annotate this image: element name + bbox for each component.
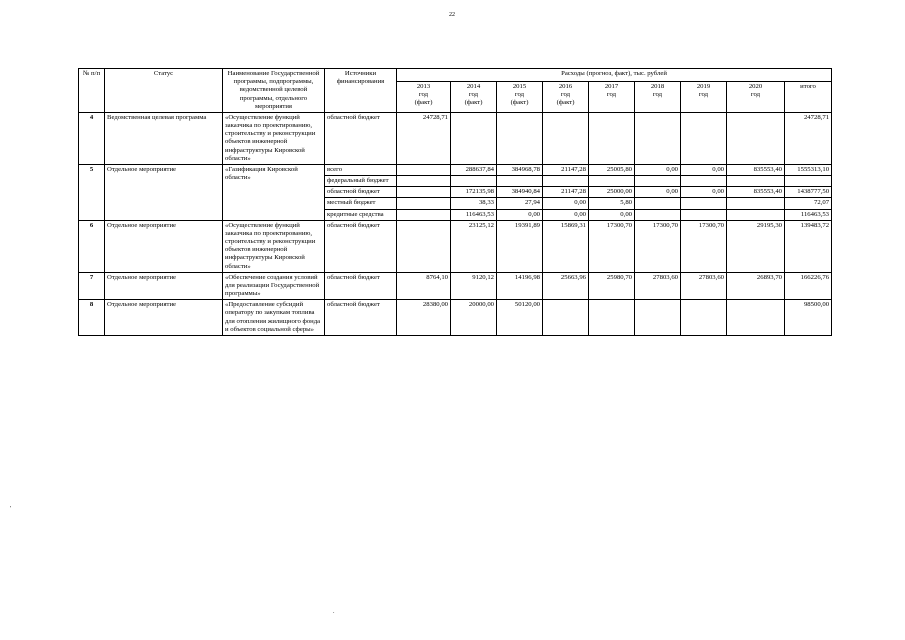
header-year-note: (факт) <box>464 99 483 106</box>
row-value: 835553,40 <box>727 187 785 198</box>
row-value: 21147,28 <box>543 187 589 198</box>
scan-mark: ' <box>10 506 12 512</box>
row-value: 19391,89 <box>497 220 543 272</box>
row-value <box>397 164 451 175</box>
row-value <box>681 198 727 209</box>
row-total: 166226,76 <box>785 272 832 300</box>
header-year-2014 <box>451 81 497 112</box>
row-value <box>543 176 589 187</box>
budget-table <box>78 68 832 336</box>
row-value <box>543 300 589 336</box>
row-number: 8 <box>79 300 105 336</box>
header-year-2020 <box>727 81 785 112</box>
table-body <box>79 69 832 336</box>
row-value: 172135,98 <box>451 187 497 198</box>
row-value: 116463,53 <box>451 209 497 220</box>
row-value <box>397 209 451 220</box>
row-total: 98500,00 <box>785 300 832 336</box>
header-year-unit: год <box>514 90 525 98</box>
row-total: 24728,71 <box>785 112 832 164</box>
header-year-2015 <box>497 81 543 112</box>
header-year-year: 2014 <box>466 82 481 90</box>
row-value <box>451 112 497 164</box>
table-row <box>79 112 832 164</box>
header-year-year: 2019 <box>696 82 711 90</box>
row-value: 288637,84 <box>451 164 497 175</box>
row-source: местный бюджет <box>325 198 397 209</box>
header-year-note: (факт) <box>556 99 575 106</box>
row-value: 9120,12 <box>451 272 497 300</box>
row-value <box>681 300 727 336</box>
header-year-unit: год <box>560 90 571 98</box>
table-row <box>79 300 832 336</box>
row-value: 50120,00 <box>497 300 543 336</box>
row-name: «Осуществление функций заказчика по проектированию, строительству и реконструкции объектов инженерной инфраструктуры Кировской области» <box>223 112 325 164</box>
row-source: федеральный бюджет <box>325 176 397 187</box>
row-value <box>681 112 727 164</box>
header-year-2017 <box>589 81 635 112</box>
header-year-unit: год <box>468 90 479 98</box>
header-status: Статус <box>105 69 223 113</box>
row-value: 25663,96 <box>543 272 589 300</box>
header-row <box>79 69 832 82</box>
row-number: 7 <box>79 272 105 300</box>
header-year-year: 2017 <box>604 82 619 90</box>
header-year-2016 <box>543 81 589 112</box>
row-total: 1555313,10 <box>785 164 832 175</box>
row-value <box>681 209 727 220</box>
row-total <box>785 176 832 187</box>
header-year-unit: год <box>750 90 761 98</box>
row-value <box>589 176 635 187</box>
header-year-year: 2016 <box>558 82 573 90</box>
row-value <box>497 176 543 187</box>
header-year-2018 <box>635 81 681 112</box>
header-year-2019 <box>681 81 727 112</box>
row-source: областной бюджет <box>325 187 397 198</box>
row-value: 25005,80 <box>589 164 635 175</box>
row-value <box>727 198 785 209</box>
row-value: 0,00 <box>543 198 589 209</box>
header-num: № п/п <box>79 69 105 113</box>
row-value: 27803,60 <box>681 272 727 300</box>
row-value <box>543 112 589 164</box>
row-number: 4 <box>79 112 105 164</box>
header-expenses: Расходы (прогноз, факт), тыс. рублей <box>397 69 832 82</box>
row-value <box>727 112 785 164</box>
row-status: Отдельное мероприятие <box>105 272 223 300</box>
header-year-2013 <box>397 81 451 112</box>
row-value <box>397 198 451 209</box>
row-value: 384968,78 <box>497 164 543 175</box>
row-value: 17300,70 <box>589 220 635 272</box>
row-number: 5 <box>79 164 105 220</box>
row-source: областной бюджет <box>325 112 397 164</box>
row-source: областной бюджет <box>325 272 397 300</box>
table-row <box>79 220 832 272</box>
row-total: 116463,53 <box>785 209 832 220</box>
row-status: Отдельное мероприятие <box>105 220 223 272</box>
row-value <box>589 112 635 164</box>
row-value <box>635 209 681 220</box>
row-value <box>397 187 451 198</box>
row-value: 28380,00 <box>397 300 451 336</box>
row-value: 0,00 <box>635 164 681 175</box>
row-value: 5,80 <box>589 198 635 209</box>
header-year-note: (факт) <box>510 99 529 106</box>
row-value <box>635 300 681 336</box>
row-name: «Газификация Кировской области» <box>223 164 325 220</box>
row-name: «Обеспечение создания условий для реализации Государственной программы» <box>223 272 325 300</box>
header-year-year: 2015 <box>512 82 527 90</box>
header-year-year: 2020 <box>748 82 763 90</box>
row-source: областной бюджет <box>325 220 397 272</box>
row-value: 25980,70 <box>589 272 635 300</box>
row-value: 38,33 <box>451 198 497 209</box>
row-value <box>497 112 543 164</box>
row-value: 8764,10 <box>397 272 451 300</box>
header-year-note: (факт) <box>414 99 433 106</box>
row-name: «Осуществление функций заказчика по проектированию, строительству и реконструкции объектов инженерной инфраструктуры Кировской области» <box>223 220 325 272</box>
row-total: 139483,72 <box>785 220 832 272</box>
header-sources: Источники финансирования <box>325 69 397 113</box>
row-source: областной бюджет <box>325 300 397 336</box>
row-status: Отдельное мероприятие <box>105 300 223 336</box>
row-name: «Предоставление субсидий оператору по закупкам топлива для отопления жилищного фонда и объектов социальной сферы» <box>223 300 325 336</box>
row-value <box>635 112 681 164</box>
row-value: 20000,00 <box>451 300 497 336</box>
row-value <box>589 300 635 336</box>
row-value <box>727 176 785 187</box>
row-value: 25000,00 <box>589 187 635 198</box>
row-total: 1438777,50 <box>785 187 832 198</box>
row-value: 23125,12 <box>451 220 497 272</box>
row-value: 835553,40 <box>727 164 785 175</box>
row-value <box>397 176 451 187</box>
row-value <box>681 176 727 187</box>
row-value: 384940,84 <box>497 187 543 198</box>
header-total: итого <box>785 81 832 112</box>
header-year-unit: год <box>606 90 617 98</box>
header-year-unit: год <box>418 90 429 98</box>
row-value: 27,94 <box>497 198 543 209</box>
row-number: 6 <box>79 220 105 272</box>
header-name: Наименование Государственной программы, подпрограммы, ведомственной целевой программы, отдельного мероприятия <box>223 69 325 113</box>
table-row <box>79 164 832 175</box>
header-year-unit: год <box>698 90 709 98</box>
row-value <box>635 198 681 209</box>
row-value: 17300,70 <box>681 220 727 272</box>
header-year-unit: год <box>652 90 663 98</box>
row-value <box>727 300 785 336</box>
row-status: Отдельное мероприятие <box>105 164 223 220</box>
header-year-year: 2013 <box>416 82 431 90</box>
scan-mark: . <box>333 609 335 615</box>
row-source: всего <box>325 164 397 175</box>
row-value: 26893,70 <box>727 272 785 300</box>
header-year-year: 2018 <box>650 82 665 90</box>
row-value: 0,00 <box>589 209 635 220</box>
row-value: 29195,30 <box>727 220 785 272</box>
row-source: кредитные средства <box>325 209 397 220</box>
row-value: 0,00 <box>543 209 589 220</box>
row-value: 0,00 <box>681 187 727 198</box>
page-number: 22 <box>449 12 455 18</box>
row-value <box>727 209 785 220</box>
row-value: 27803,60 <box>635 272 681 300</box>
row-value: 15869,31 <box>543 220 589 272</box>
row-value: 17300,70 <box>635 220 681 272</box>
row-total: 72,07 <box>785 198 832 209</box>
row-value <box>397 220 451 272</box>
table-row <box>79 272 832 300</box>
row-status: Ведомственная целевая программа <box>105 112 223 164</box>
row-value: 14196,98 <box>497 272 543 300</box>
row-value <box>635 176 681 187</box>
row-value: 24728,71 <box>397 112 451 164</box>
row-value: 0,00 <box>497 209 543 220</box>
row-value <box>451 176 497 187</box>
row-value: 0,00 <box>681 164 727 175</box>
row-value: 21147,28 <box>543 164 589 175</box>
row-value: 0,00 <box>635 187 681 198</box>
